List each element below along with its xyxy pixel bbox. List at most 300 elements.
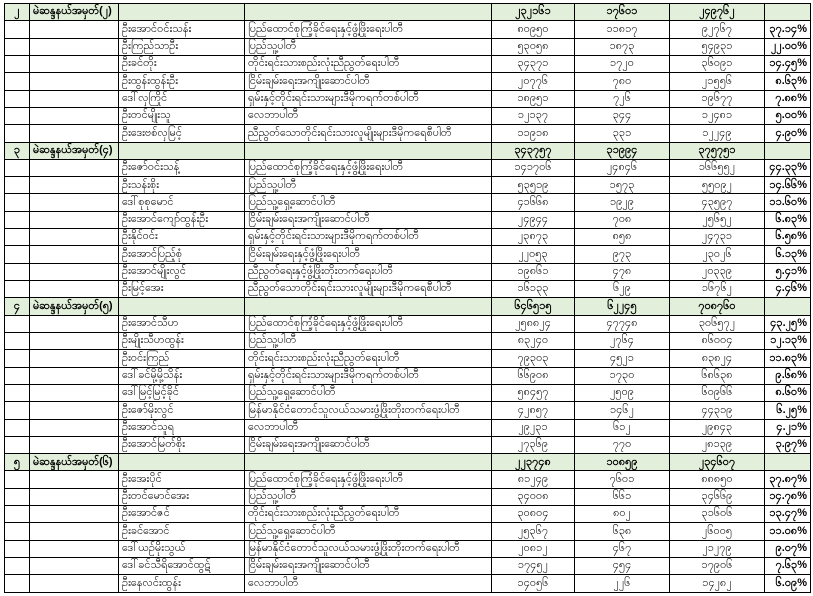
constituency-label-cell xyxy=(30,159,119,176)
percent-cell: ၃၇.၁၄% xyxy=(765,21,811,38)
candidate-name-cell: ဦးသန်းစိုး xyxy=(119,177,245,194)
party-name-cell: ရှမ်းနှင့်တိုင်းရင်းသားများဒီမိုကရက်တစ်ပါတီ xyxy=(245,229,492,246)
station-votes-cell: ၂၃၈၇၃ xyxy=(492,229,575,246)
station-votes-cell: ၃၄၃၇၁ xyxy=(492,55,575,72)
station-votes-cell: ၂၂၀၅၃ xyxy=(492,246,575,263)
advance-votes-cell: ၄၇၇၄၈ xyxy=(575,315,670,332)
party-name-cell xyxy=(245,454,492,471)
results-sheet xyxy=(4,3,810,593)
station-votes-cell: ၁၈၉၅၁ xyxy=(492,90,575,107)
station-votes-cell: ၈၀၉၅၀ xyxy=(492,21,575,38)
station-votes-cell: ၅၈၄၅၇ xyxy=(492,384,575,401)
candidate-row xyxy=(5,21,811,38)
total-votes-cell: ၂၄၇၃၁ xyxy=(670,229,765,246)
advance-votes-cell: ၁၅၇၃ xyxy=(575,177,670,194)
table-body xyxy=(5,4,811,593)
percent-cell: ၆.၀၉% xyxy=(765,575,811,593)
percent-cell: ၆.၂၅% xyxy=(765,402,811,419)
party-name-cell: လေဘာပါတီ xyxy=(245,107,492,124)
row-number-cell xyxy=(5,506,30,523)
constituency-label-cell xyxy=(30,38,119,55)
candidate-name-cell xyxy=(119,4,245,21)
total-votes-cell: ၂၃၀၂၆ xyxy=(670,246,765,263)
advance-votes-cell: ၆၂၉ xyxy=(575,281,670,298)
total-votes-cell: ၄၄၃၁၉ xyxy=(670,402,765,419)
percent-cell: ၁၄.၆၆% xyxy=(765,177,811,194)
total-votes-cell: ၉၂၇၆၇ xyxy=(670,21,765,38)
constituency-label-cell xyxy=(30,384,119,401)
candidate-name-cell: ဦးတင်မျိုးသူ xyxy=(119,107,245,124)
advance-votes-cell: ၇၈၀ xyxy=(575,73,670,90)
total-station-votes-cell: ၃၄၃၇၅၇ xyxy=(492,142,575,159)
party-name-cell: လေဘာပါတီ xyxy=(245,575,492,593)
station-votes-cell: ၁၆၁၃၃ xyxy=(492,281,575,298)
candidate-row xyxy=(5,73,811,90)
party-name-cell: ပြည်သူ့ပါတီ xyxy=(245,488,492,505)
constituency-label-cell xyxy=(30,90,119,107)
row-number-cell xyxy=(5,125,30,142)
percent-cell: ၁၂.၁၃% xyxy=(765,332,811,349)
advance-votes-cell: ၆၃၈ xyxy=(575,523,670,540)
advance-votes-cell: ၆၆၁ xyxy=(575,488,670,505)
constituency-label-cell xyxy=(30,55,119,72)
total-votes-cell: ၂၆၀၀၅ xyxy=(670,523,765,540)
candidate-row xyxy=(5,55,811,72)
party-name-cell: ညီညွတ်သောတိုင်းရင်းသားလူမျိုးများဒီမိုကရေစီပါတီ xyxy=(245,281,492,298)
party-name-cell: ညီညွတ်သောတိုင်းရင်းသားလူမျိုးများဒီမိုကရေစီပါတီ xyxy=(245,125,492,142)
candidate-name-cell: ဒေါ်မြင့်မြင့်ခိုင် xyxy=(119,384,245,401)
total-votes-cell: ၈၆၀၀၄ xyxy=(670,332,765,349)
advance-votes-cell: ၄၅၄ xyxy=(575,558,670,575)
station-votes-cell: ၁၂၁၃၇ xyxy=(492,107,575,124)
station-votes-cell: ၈၁၂၄၉ xyxy=(492,471,575,488)
total-votes-cell: ၃၆၀၉၁ xyxy=(670,55,765,72)
row-number-cell xyxy=(5,402,30,419)
total-votes-cell: ၇၀၈၇၆၀ xyxy=(670,298,765,315)
candidate-name-cell: ဦးထွန်းထွန်းဦး xyxy=(119,73,245,90)
total-percent-cell xyxy=(765,298,811,315)
candidate-row xyxy=(5,506,811,523)
party-name-cell: မြန်မာနိုင်ငံတောင်သူလယ်သမားဖွံ့ဖြိုးတိုးတက်ရေးပါတီ xyxy=(245,540,492,557)
station-votes-cell: ၂၅၈၈၂၄ xyxy=(492,315,575,332)
party-name-cell: ငြိမ်းချမ်းရေးအကျိုးဆောင်ပါတီ xyxy=(245,436,492,453)
row-number-cell xyxy=(5,21,30,38)
station-votes-cell: ၆၆၉၀၈ xyxy=(492,367,575,384)
candidate-row xyxy=(5,436,811,453)
station-votes-cell: ၁၄၀၅၆ xyxy=(492,575,575,593)
advance-votes-cell: ၁၄၆၂ xyxy=(575,402,670,419)
total-votes-cell: ၃၇၅၇၅၁ xyxy=(670,142,765,159)
station-votes-cell: ၂၄၉၄၄ xyxy=(492,211,575,228)
candidate-name-cell: ဦးဇော်မိုးလွင် xyxy=(119,402,245,419)
candidate-name-cell: ဦးနိုင်ဝင်း xyxy=(119,229,245,246)
row-number-cell xyxy=(5,90,30,107)
percent-cell: ၁၁.၆၀% xyxy=(765,194,811,211)
party-name-cell: တိုင်းရင်းသားစည်းလုံးညီညွတ်ရေးပါတီ xyxy=(245,350,492,367)
advance-votes-cell: ၃၃၁ xyxy=(575,125,670,142)
total-votes-cell: ၆၀၉၆၆ xyxy=(670,384,765,401)
percent-cell: ၆.၅၈% xyxy=(765,229,811,246)
party-name-cell xyxy=(245,298,492,315)
candidate-name-cell: ဦးခင်တိုး xyxy=(119,55,245,72)
candidate-name-cell: ဒေါ်ယဉ်မိုးသွယ် xyxy=(119,540,245,557)
percent-cell: ၄၄.၃၃% xyxy=(765,159,811,176)
percent-cell: ၅.၄၁% xyxy=(765,263,811,280)
candidate-name-cell: ဦးဝင်းကြည် xyxy=(119,350,245,367)
party-name-cell: တိုင်းရင်းသားစည်းလုံးညီညွတ်ရေးပါတီ xyxy=(245,55,492,72)
candidate-row xyxy=(5,384,811,401)
station-votes-cell: ၂၅၃၆၇ xyxy=(492,523,575,540)
candidate-name-cell: ဒေါ်လှကြိုင် xyxy=(119,90,245,107)
party-name-cell: ပြည်သူ့ပါတီ xyxy=(245,38,492,55)
row-number-cell xyxy=(5,523,30,540)
group-number-cell: ၃ xyxy=(5,142,30,159)
candidate-row xyxy=(5,315,811,332)
candidate-name-cell xyxy=(119,454,245,471)
candidate-row xyxy=(5,107,811,124)
station-votes-cell: ၂၇၃၆၉ xyxy=(492,436,575,453)
party-name-cell: ညီညွတ်ရေးနှင့်ဖွံ့ဖြိုးတိုးတက်ရေးပါတီ xyxy=(245,263,492,280)
party-name-cell: ပြည်သူ့ရှေ့ဆောင်ပါတီ xyxy=(245,523,492,540)
station-votes-cell: ၃၄၀၀၈ xyxy=(492,488,575,505)
row-number-cell xyxy=(5,194,30,211)
total-votes-cell: ၂၈၁၃၉ xyxy=(670,436,765,453)
row-number-cell xyxy=(5,488,30,505)
candidate-row xyxy=(5,263,811,280)
row-number-cell xyxy=(5,419,30,436)
constituency-label-cell xyxy=(30,315,119,332)
candidate-name-cell: ဦးဒေးဗစ်လှမြင့် xyxy=(119,125,245,142)
advance-votes-cell: ၇၆၀၁ xyxy=(575,471,670,488)
percent-cell: ၆.၈၃% xyxy=(765,211,811,228)
advance-votes-cell: ၁၈၇၃ xyxy=(575,38,670,55)
candidate-row xyxy=(5,159,811,176)
total-votes-cell: ၂၁၅၅၆ xyxy=(670,73,765,90)
candidate-name-cell: ဦးအောင်ဝင်းသန်း xyxy=(119,21,245,38)
total-advance-votes-cell: ၁၇၆၀၁ xyxy=(575,4,670,21)
candidate-name-cell: ဒေါ်စုစုမောင် xyxy=(119,194,245,211)
station-votes-cell: ၃၀၈၀၄ xyxy=(492,506,575,523)
constituency-label-cell: မဲဆန္ဒနယ်အမှတ်(၆) xyxy=(30,454,119,471)
party-name-cell: ပြည်ထောင်စုကြံ့ခိုင်ရေးနှင့်ဖွံ့ဖြိုးရေးပါတီ xyxy=(245,315,492,332)
total-votes-cell: ၂၄၉၇၆၂ xyxy=(670,4,765,21)
constituency-label-cell xyxy=(30,281,119,298)
row-number-cell xyxy=(5,177,30,194)
advance-votes-cell: ၁၇၂၀ xyxy=(575,55,670,72)
party-name-cell: ငြိမ်းချမ်းရေးအကျိုးဆောင်ပါတီ xyxy=(245,558,492,575)
station-votes-cell: ၁၇၄၅၂ xyxy=(492,558,575,575)
constituency-label-cell xyxy=(30,436,119,453)
percent-cell: ၁၃.၄၇% xyxy=(765,506,811,523)
total-votes-cell: ၁၇၉၀၆ xyxy=(670,558,765,575)
candidate-row xyxy=(5,488,811,505)
percent-cell: ၁၁.၈၃% xyxy=(765,350,811,367)
advance-votes-cell: ၈၅၈ xyxy=(575,229,670,246)
percent-cell: ၆.၁၃% xyxy=(765,246,811,263)
candidate-name-cell: ဦးအောင်မြတ်စိုး xyxy=(119,436,245,453)
party-name-cell xyxy=(245,142,492,159)
station-votes-cell: ၈၃၂၄၀ xyxy=(492,332,575,349)
party-name-cell: ရှမ်းနှင့်တိုင်းရင်းသားများဒီမိုကရက်တစ်ပါတီ xyxy=(245,90,492,107)
row-number-cell xyxy=(5,471,30,488)
constituency-label-cell xyxy=(30,332,119,349)
candidate-row xyxy=(5,246,811,263)
advance-votes-cell: ၇၀၈ xyxy=(575,211,670,228)
candidate-row xyxy=(5,194,811,211)
constituency-label-cell xyxy=(30,211,119,228)
station-votes-cell: ၅၃၀၅၈ xyxy=(492,38,575,55)
party-name-cell: ငြိမ်းချမ်းရေးအကျိုးဆောင်ပါတီ xyxy=(245,73,492,90)
percent-cell: ၃.၉၇% xyxy=(765,436,811,453)
candidate-row xyxy=(5,350,811,367)
total-advance-votes-cell: ၆၂၂၄၅ xyxy=(575,298,670,315)
constituency-label-cell xyxy=(30,125,119,142)
advance-votes-cell: ၂၂၆ xyxy=(575,575,670,593)
station-votes-cell: ၂၀၇၇၆ xyxy=(492,73,575,90)
row-number-cell xyxy=(5,350,30,367)
total-advance-votes-cell: ၁၀၈၅၉ xyxy=(575,454,670,471)
candidate-name-cell: ဦးအောင်မျိုးလွင် xyxy=(119,263,245,280)
constituency-label-cell xyxy=(30,402,119,419)
advance-votes-cell: ၁၇၃၀ xyxy=(575,367,670,384)
percent-cell: ၄.၄၆% xyxy=(765,281,811,298)
total-votes-cell: ၁၄၂၈၂ xyxy=(670,575,765,593)
percent-cell: ၇.၈၈% xyxy=(765,90,811,107)
row-number-cell xyxy=(5,384,30,401)
advance-votes-cell: ၂၇၆၄ xyxy=(575,332,670,349)
percent-cell: ၈.၆၃% xyxy=(765,73,811,90)
row-number-cell xyxy=(5,229,30,246)
candidate-name-cell xyxy=(119,142,245,159)
percent-cell: ၉.၆၈% xyxy=(765,367,811,384)
row-number-cell xyxy=(5,558,30,575)
percent-cell: ၁၄.၇၈% xyxy=(765,488,811,505)
party-name-cell: ပြည်ထောင်စုကြံ့ခိုင်ရေးနှင့်ဖွံ့ဖြိုးရေးပါတီ xyxy=(245,21,492,38)
constituency-label-cell xyxy=(30,263,119,280)
constituency-group-row xyxy=(5,142,811,159)
total-votes-cell: ၂၉၈၄၃ xyxy=(670,419,765,436)
total-votes-cell: ၈၃၈၂၄ xyxy=(670,350,765,367)
advance-votes-cell: ၈၀၂ xyxy=(575,506,670,523)
station-votes-cell: ၄၁၆၆၈ xyxy=(492,194,575,211)
row-number-cell xyxy=(5,540,30,557)
row-number-cell xyxy=(5,315,30,332)
total-station-votes-cell: ၆၄၆၅၁၅ xyxy=(492,298,575,315)
advance-votes-cell: ၁၁၈၁၇ xyxy=(575,21,670,38)
total-votes-cell: ၄၃၅၉၇ xyxy=(670,194,765,211)
constituency-label-cell: မဲဆန္ဒနယ်အမှတ်(၅) xyxy=(30,298,119,315)
candidate-row xyxy=(5,523,811,540)
candidate-row xyxy=(5,540,811,557)
advance-votes-cell: ၇၇၀ xyxy=(575,436,670,453)
percent-cell: ၁၄.၄၅% xyxy=(765,55,811,72)
advance-votes-cell: ၆၁၂ xyxy=(575,419,670,436)
total-votes-cell: ၃၄၆၆၉ xyxy=(670,488,765,505)
constituency-group-row xyxy=(5,4,811,21)
candidate-name-cell: ဦးအေးပိုင် xyxy=(119,471,245,488)
total-votes-cell: ၁၂၄၈၁ xyxy=(670,107,765,124)
percent-cell: ၈.၆၀% xyxy=(765,384,811,401)
constituency-label-cell xyxy=(30,506,119,523)
party-name-cell: ရှမ်းနှင့်တိုင်းရင်းသားများဒီမိုကရက်တစ်ပါတီ xyxy=(245,367,492,384)
advance-votes-cell: ၄၇၈ xyxy=(575,263,670,280)
total-votes-cell: ၂၃၄၆၀၇ xyxy=(670,454,765,471)
total-votes-cell: ၂၁၂၇၉ xyxy=(670,540,765,557)
station-votes-cell: ၁၉၈၆၁ xyxy=(492,263,575,280)
candidate-row xyxy=(5,177,811,194)
constituency-label-cell xyxy=(30,177,119,194)
row-number-cell xyxy=(5,107,30,124)
candidate-name-cell: ဒေါ်ခင်မို့မို့သိန်း xyxy=(119,367,245,384)
advance-votes-cell: ၄၆၇ xyxy=(575,540,670,557)
row-number-cell xyxy=(5,211,30,228)
percent-cell: ၅.၀၀% xyxy=(765,107,811,124)
candidate-name-cell: ဦးခင်အောင် xyxy=(119,523,245,540)
advance-votes-cell: ၂၅၀၉ xyxy=(575,384,670,401)
total-votes-cell: ၃၁၆၀၆ xyxy=(670,506,765,523)
advance-votes-cell: ၂၄၈၄၆ xyxy=(575,159,670,176)
total-percent-cell xyxy=(765,142,811,159)
constituency-label-cell xyxy=(30,419,119,436)
party-name-cell: ပြည်သူ့ရှေ့ဆောင်ပါတီ xyxy=(245,194,492,211)
candidate-name-cell: ဦးတင်မောင်အေး xyxy=(119,488,245,505)
percent-cell: ၄.၉၀% xyxy=(765,125,811,142)
party-name-cell: ပြည်ထောင်စုကြံ့ခိုင်ရေးနှင့်ဖွံ့ဖြိုးရေးပါတီ xyxy=(245,159,492,176)
constituency-label-cell: မဲဆန္ဒနယ်အမှတ်(၂) xyxy=(30,4,119,21)
candidate-name-cell: ဦးအောင်ဇင် xyxy=(119,506,245,523)
candidate-name-cell: ဦးအောင်သူရ xyxy=(119,419,245,436)
candidate-name-cell: ဦးမြင့်အေး xyxy=(119,281,245,298)
row-number-cell xyxy=(5,55,30,72)
row-number-cell xyxy=(5,436,30,453)
constituency-group-row xyxy=(5,454,811,471)
candidate-name-cell: ဒေါ်ခင်သီရိအောင်ထွဋ် xyxy=(119,558,245,575)
election-results-table xyxy=(4,3,811,593)
total-votes-cell: ၅၄၉၃၁ xyxy=(670,38,765,55)
constituency-label-cell xyxy=(30,540,119,557)
total-votes-cell: ၁၆၆၅၅၂ xyxy=(670,159,765,176)
total-station-votes-cell: ၂၃၂၁၆၁ xyxy=(492,4,575,21)
station-votes-cell: ၄၂၈၅၇ xyxy=(492,402,575,419)
constituency-label-cell xyxy=(30,73,119,90)
percent-cell: ၂၂.၀၀% xyxy=(765,38,811,55)
constituency-label-cell xyxy=(30,107,119,124)
total-percent-cell xyxy=(765,4,811,21)
total-votes-cell: ၈၈၈၅၀ xyxy=(670,471,765,488)
total-votes-cell: ၂၅၆၅၂ xyxy=(670,211,765,228)
group-number-cell: ၄ xyxy=(5,298,30,315)
advance-votes-cell: ၁၉၂၉ xyxy=(575,194,670,211)
percent-cell: ၄၃.၂၅% xyxy=(765,315,811,332)
candidate-name-cell: ဦးမျိုးသီဟထွန်း xyxy=(119,332,245,349)
constituency-label-cell xyxy=(30,488,119,505)
candidate-name-cell xyxy=(119,298,245,315)
percent-cell: ၃၇.၈၇% xyxy=(765,471,811,488)
total-votes-cell: ၁၆၇၆၂ xyxy=(670,281,765,298)
group-number-cell: ၅ xyxy=(5,454,30,471)
candidate-row xyxy=(5,419,811,436)
party-name-cell: မြန်မာနိုင်ငံတောင်သူလယ်သမားဖွံ့ဖြိုးတိုးတက်ရေးပါတီ xyxy=(245,402,492,419)
constituency-label-cell xyxy=(30,471,119,488)
candidate-name-cell: ဦးဇော်ဝင်းသန့် xyxy=(119,159,245,176)
candidate-row xyxy=(5,367,811,384)
party-name-cell: ငြိမ်းချမ်းရေးအကျိုးဆောင်ပါတီ xyxy=(245,211,492,228)
candidate-row xyxy=(5,558,811,575)
station-votes-cell: ၂၀၈၁၂ xyxy=(492,540,575,557)
candidate-name-cell: ဦးအောင်ကျော်ထွန်းဦး xyxy=(119,211,245,228)
party-name-cell: လေဘာပါတီ xyxy=(245,419,492,436)
total-votes-cell: ၁၉၆၇၇ xyxy=(670,90,765,107)
party-name-cell: ပြည်ထောင်စုကြံ့ခိုင်ရေးနှင့်ဖွံ့ဖြိုးရေးပါတီ xyxy=(245,471,492,488)
constituency-label-cell xyxy=(30,246,119,263)
candidate-name-cell: ဦးအောင်သီဟ xyxy=(119,315,245,332)
advance-votes-cell: ၄၅၂၁ xyxy=(575,350,670,367)
group-number-cell: ၂ xyxy=(5,4,30,21)
station-votes-cell: ၁၁၉၁၈ xyxy=(492,125,575,142)
percent-cell: ၄.၂၁% xyxy=(765,419,811,436)
party-name-cell: တိုင်းရင်းသားစည်းလုံးညီညွတ်ရေးပါတီ xyxy=(245,506,492,523)
constituency-group-row xyxy=(5,298,811,315)
advance-votes-cell: ၃၄၄ xyxy=(575,107,670,124)
row-number-cell xyxy=(5,246,30,263)
candidate-row xyxy=(5,575,811,593)
row-number-cell xyxy=(5,73,30,90)
constituency-label-cell xyxy=(30,194,119,211)
constituency-label-cell xyxy=(30,367,119,384)
row-number-cell xyxy=(5,159,30,176)
total-station-votes-cell: ၂၂၃၇၄၈ xyxy=(492,454,575,471)
constituency-label-cell xyxy=(30,229,119,246)
row-number-cell xyxy=(5,281,30,298)
candidate-row xyxy=(5,90,811,107)
candidate-row xyxy=(5,281,811,298)
total-votes-cell: ၆၈၆၃၈ xyxy=(670,367,765,384)
candidate-row xyxy=(5,402,811,419)
party-name-cell: ငြိမ်းချမ်းရေးနှင့်ဖွံ့ဖြိုးရေးပါတီ xyxy=(245,246,492,263)
row-number-cell xyxy=(5,263,30,280)
party-name-cell: ပြည်သူ့ရှေ့ဆောင်ပါတီ xyxy=(245,384,492,401)
row-number-cell xyxy=(5,38,30,55)
station-votes-cell: ၁၄၁၇၀၆ xyxy=(492,159,575,176)
candidate-name-cell: ဦးအောင်ပြည့်စုံ xyxy=(119,246,245,263)
candidate-row xyxy=(5,38,811,55)
row-number-cell xyxy=(5,367,30,384)
advance-votes-cell: ၉၇၃ xyxy=(575,246,670,263)
constituency-label-cell xyxy=(30,523,119,540)
constituency-label-cell xyxy=(30,350,119,367)
row-number-cell xyxy=(5,332,30,349)
candidate-row xyxy=(5,125,811,142)
total-votes-cell: ၅၅၀၉၂ xyxy=(670,177,765,194)
party-name-cell xyxy=(245,4,492,21)
constituency-label-cell xyxy=(30,558,119,575)
station-votes-cell: ၅၃၅၁၉ xyxy=(492,177,575,194)
candidate-name-cell: ဦးနေလင်းထွန်း xyxy=(119,575,245,593)
candidate-row xyxy=(5,211,811,228)
constituency-label-cell xyxy=(30,21,119,38)
total-percent-cell xyxy=(765,454,811,471)
total-votes-cell: ၃၀၆၅၇၂ xyxy=(670,315,765,332)
percent-cell: ၉.၀၇% xyxy=(765,540,811,557)
party-name-cell: ပြည်သူ့ပါတီ xyxy=(245,177,492,194)
total-votes-cell: ၁၂၂၄၉ xyxy=(670,125,765,142)
row-number-cell xyxy=(5,575,30,593)
constituency-label-cell: မဲဆန္ဒနယ်အမှတ်(၄) xyxy=(30,142,119,159)
station-votes-cell: ၂၉၂၃၁ xyxy=(492,419,575,436)
total-votes-cell: ၂၀၃၃၉ xyxy=(670,263,765,280)
total-advance-votes-cell: ၃၁၉၉၄ xyxy=(575,142,670,159)
candidate-row xyxy=(5,471,811,488)
